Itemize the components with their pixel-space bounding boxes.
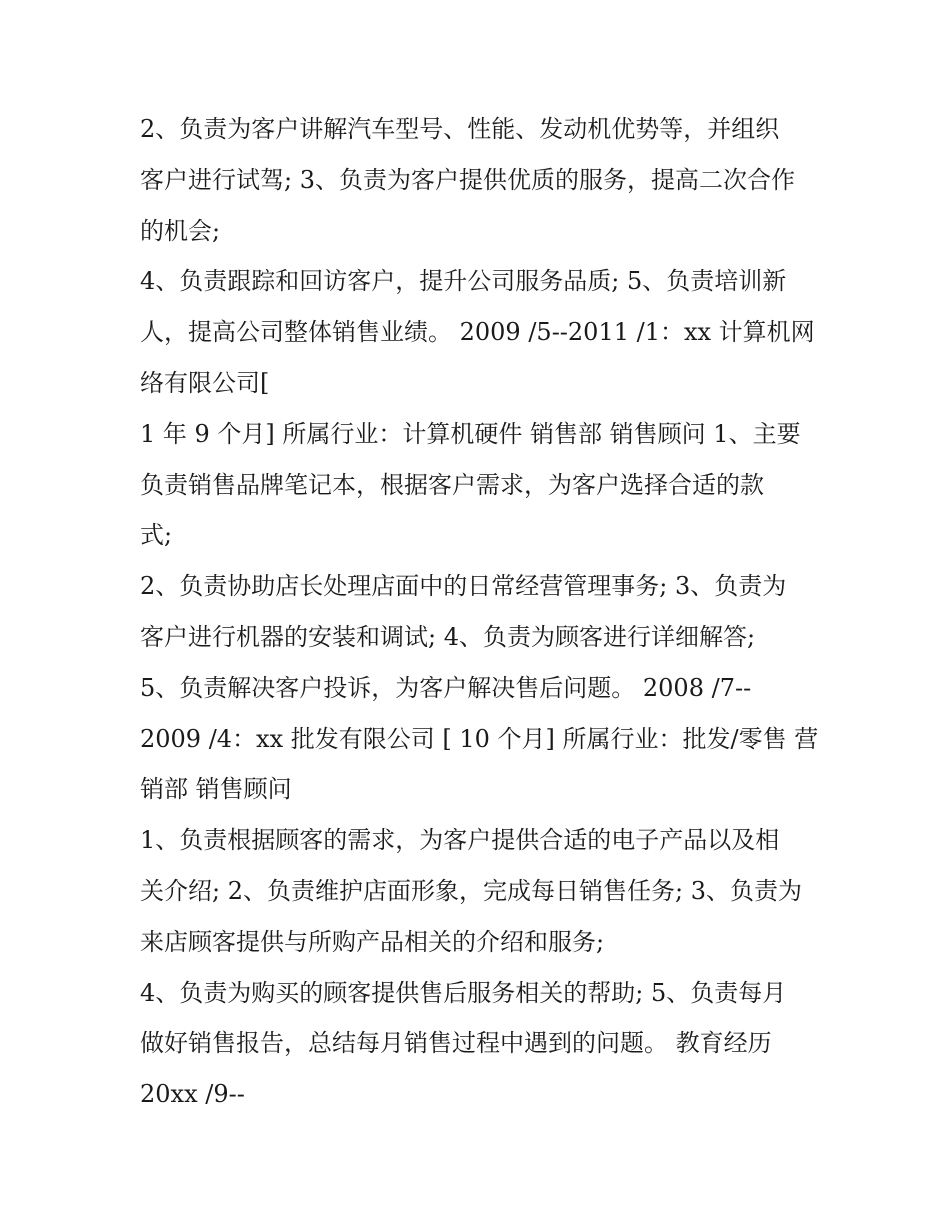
text-line: 人，提高公司整体销售业绩。 2009 /5--2011 /1：xx 计算机网 — [140, 318, 815, 347]
text-line: 2009 /4：xx 批发有限公司 [ 10 个月] 所属行业：批发/零售 营 — [140, 724, 819, 753]
text-line: 1、负责根据顾客的需求，为客户提供合适的电子产品以及相 — [140, 826, 780, 855]
text-line: 做好销售报告，总结每月销售过程中遇到的问题。 教育经历 — [140, 1029, 772, 1058]
text-line: 络有限公司[ — [140, 368, 270, 397]
text-line: 销部 销售顾问 — [140, 775, 292, 804]
text-line: 2、负责协助店长处理店面中的日常经营管理事务; 3、负责为 — [140, 572, 787, 601]
text-line: 关介绍; 2、负责维护店面形象，完成每日销售任务; 3、负责为 — [140, 876, 802, 905]
body-text — [140, 104, 820, 1120]
text-line: 客户进行试驾; 3、负责为客户提供优质的服务，提高二次合作 — [140, 165, 795, 194]
text-line: 4、负责跟踪和回访客户，提升公司服务品质; 5、负责培训新 — [140, 267, 787, 296]
text-line: 4、负责为购买的顾客提供售后服务相关的帮助; 5、负责每月 — [140, 978, 787, 1007]
text-line: 20xx /9-- — [140, 1080, 245, 1109]
text-line: 来店顾客提供与所购产品相关的介绍和服务; — [140, 927, 605, 956]
text-line: 负责销售品牌笔记本，根据客户需求，为客户选择合适的款 — [140, 470, 764, 499]
text-line: 式; — [140, 521, 173, 550]
text-line: 2、负责为客户讲解汽车型号、性能、发动机优势等，并组织 — [140, 115, 780, 143]
text-line: 1 年 9 个月] 所属行业：计算机硬件 销售部 销售顾问 1、主要 — [140, 419, 801, 448]
text-line: 客户进行机器的安装和调试; 4、负责为顾客进行详细解答; — [140, 622, 756, 651]
text-line: 的机会; — [140, 216, 221, 245]
text-line: 5、负责解决客户投诉，为客户解决售后问题。 2008 /7-- — [140, 673, 752, 702]
